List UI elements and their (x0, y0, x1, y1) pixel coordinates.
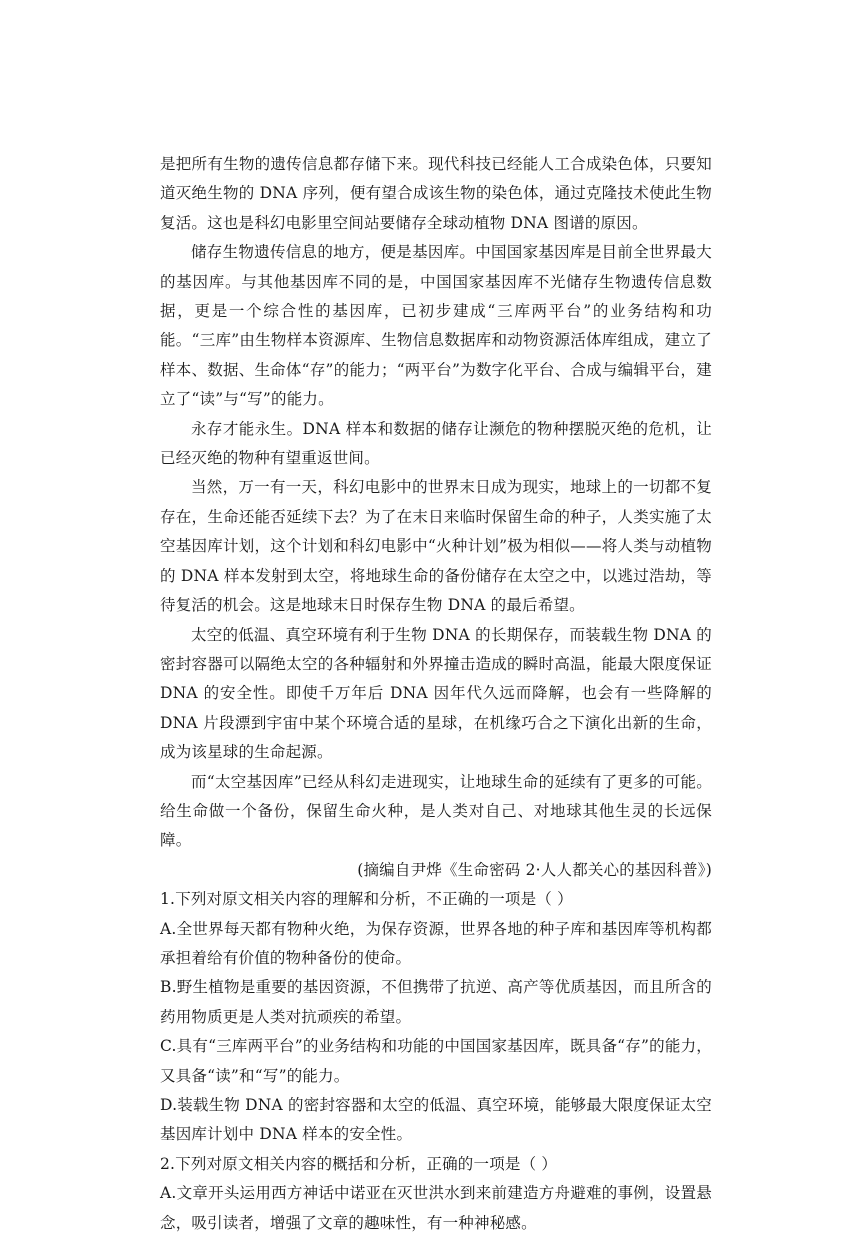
question-option: D.装载生物 DNA 的密封容器和太空的低温、真空环境，能够最大限度保证太空基因库计划中 DNA 样本的安全性。 (160, 1096, 712, 1144)
article-paragraph: 储存生物遗传信息的地方，便是基因库。中国国家基因库是目前全世界最大的基因库。与其他基因库不同的是，中国国家基因库不光储存生物遗传信息数据，更是一个综合性的基因库，已初步建成“三库两平台”的业务结构和功能。“三库”由生物样本资源库、生物信息数据库和动物资源活体库组成，建立了样本、数据、生命体“存”的能力；“两平台”为数字化平台、合成与编辑平台，建立了“读”与“写”的能力。 (160, 243, 712, 409)
question-option: B.野生植物是重要的基因资源，不但携带了抗逆、高产等优质基因，而且所含的药用物质更是人类对抗顽疾的希望。 (160, 978, 712, 1026)
article-paragraph: 永存才能永生。DNA 样本和数据的储存让濒危的物种摆脱灭绝的危机，让已经灭绝的物种有望重返世间。 (160, 419, 712, 468)
question-option: C.具有“三库两平台”的业务结构和功能的中国国家基因库，既具备“存”的能力，又具备“读”和“写”的能力。 (160, 1037, 712, 1085)
question-option: A.文章开头运用西方神话中诺亚在灭世洪水到来前建造方舟避难的事例，设置悬念，吸引读者，增强了文章的趣味性，有一种神秘感。 (160, 1184, 712, 1232)
question-stem: 2.下列对原文相关内容的概括和分析，正确的一项是（ ） (160, 1154, 558, 1173)
question-option: A.全世界每天都有物种火绝，为保存资源，世界各地的种子库和基因库等机构都承担着给有价值的物种备份的使命。 (160, 919, 712, 967)
article-paragraph: 是把所有生物的遗传信息都存储下来。现代科技已经能人工合成染色体，只要知道灭绝生物的 DNA 序列，便有望合成该生物的染色体，通过克隆技术使此生物复活。这也是科幻电影里空间站要储存全球动植物 DNA 图谱的原因。 (160, 155, 712, 232)
article-source: (摘编自尹烨《生命密码 2·人人都关心的基因科普》) (357, 860, 712, 879)
article-paragraph: 太空的低温、真空环境有利于生物 DNA 的长期保存，而装载生物 DNA 的密封容器可以隔绝太空的各种辐射和外界撞击造成的瞬时高温，能最大限度保证 DNA 的安全性。即使千万年后 DNA 因年代久远而降解，也会有一些降解的 DNA 片段漂到宇宙中某个环境合适的星球，在机缘巧合之下演化出新的生命，成为该星球的生命起源。 (160, 625, 712, 762)
article-paragraph: 而“太空基因库”已经从科幻走进现实，让地球生命的延续有了更多的可能。给生命做一个备份，保留生命火种，是人类对自己、对地球其他生灵的长远保障。 (160, 772, 712, 850)
article-paragraph: 当然，万一有一天，科幻电影中的世界末日成为现实，地球上的一切都不复存在，生命还能否延续下去？为了在末日来临时保留生命的种子，人类实施了太空基因库计划，这个计划和科幻电影中“火种计划”极为相似——将人类与动植物的 DNA 样本发射到太空，将地球生命的备份储存在太空之中，以逃过浩劫，等待复活的机会。这是地球末日时保存生物 DNA 的最后希望。 (160, 478, 712, 615)
document-page (160, 150, 712, 1238)
question-stem: 1.下列对原文相关内容的理解和分析，不正确的一项是（ ） (160, 890, 573, 909)
